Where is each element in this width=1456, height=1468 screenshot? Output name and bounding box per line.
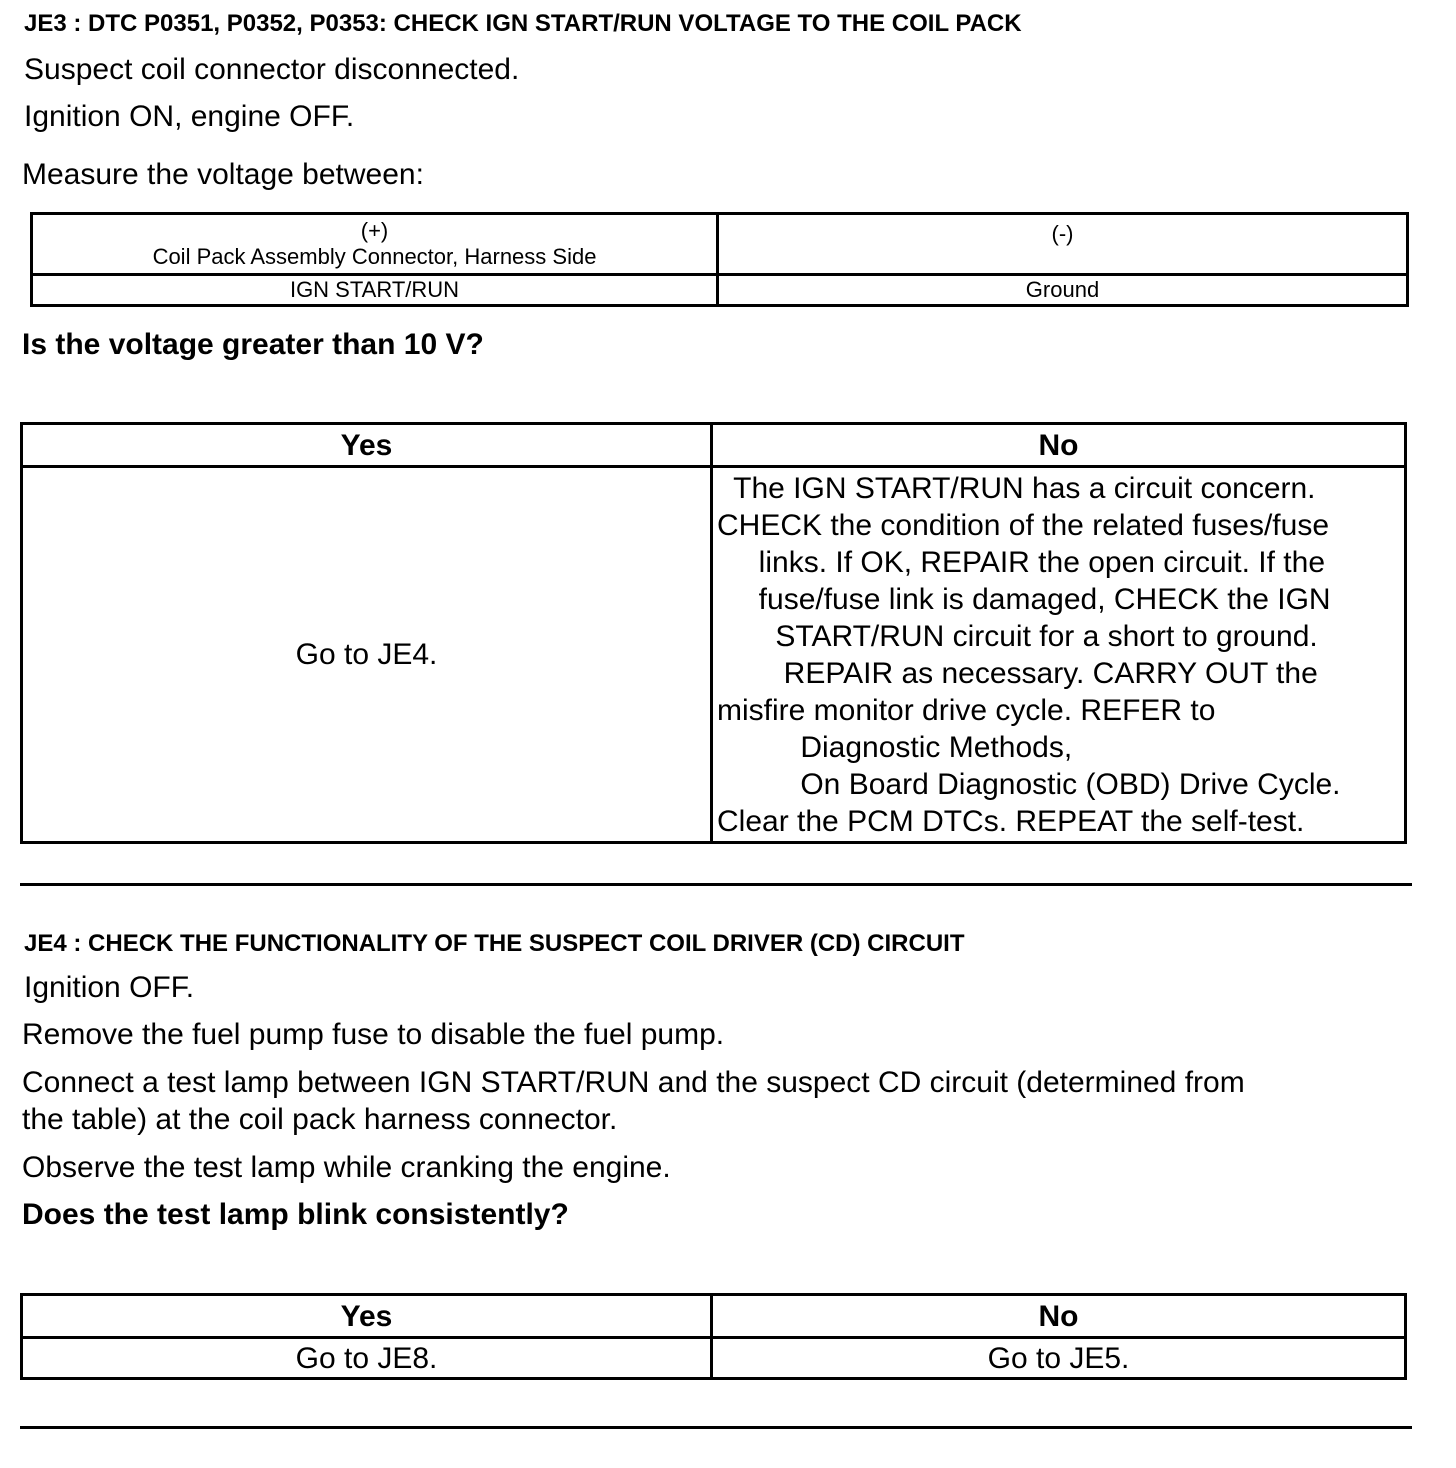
measure-minus-value: Ground [718,275,1408,306]
je4-yes-action: Go to JE8. [22,1338,712,1379]
je4-step-3: Connect a test lamp between IGN START/RUN and the suspect CD circuit (determined from [22,1066,1245,1099]
measure-table [30,212,1409,307]
plus-label: (+) [360,218,389,243]
je4-heading: JE4 : CHECK THE FUNCTIONALITY OF THE SUSPECT COIL DRIVER (CD) CIRCUIT [24,930,965,957]
section-divider [20,883,1412,886]
measure-plus-value: IGN START/RUN [32,275,718,306]
je3-step-2: Ignition ON, engine OFF. [24,100,355,133]
je3-no-header: No [712,424,1406,467]
je3-heading: JE3 : DTC P0351, P0352, P0353: CHECK IGN START/RUN VOLTAGE TO THE COIL PACK [24,10,1022,37]
je3-result-table [20,422,1407,844]
plus-sublabel: Coil Pack Assembly Connector, Harness Side [152,244,597,269]
measure-label: Measure the voltage between: [22,158,424,191]
section-divider-bottom [20,1426,1412,1429]
je3-yes-action: Go to JE4. [22,467,712,843]
je3-step-1: Suspect coil connector disconnected. [24,53,520,86]
je4-yes-header: Yes [22,1295,712,1338]
measure-minus-header: (-) [718,214,1408,275]
je3-no-action-text: The IGN START/RUN has a circuit concern. CHECK the condition of the related fuses/fuse links. If OK, REPAIR the open circuit. If the fuse/fuse link is damaged, CHECK the IGN START/RUN circuit for a short to ground. REPAIR as necessary. CARRY OUT the misfire monitor drive cycle. REFER to Diagnostic Methods, On Board Diagnostic (OBD) Drive Cycle. Clear the PCM DTCs. REPEAT the self-test. [717,471,1341,838]
je4-step-1: Ignition OFF. [24,971,195,1004]
measure-plus-header [32,214,718,275]
je4-step-3-cont: the table) at the coil pack harness connector. [22,1103,618,1136]
je4-question: Does the test lamp blink consistently? [22,1198,569,1231]
je4-result-table [20,1293,1407,1380]
je4-step-2: Remove the fuel pump fuse to disable the fuel pump. [22,1018,725,1051]
je3-question: Is the voltage greater than 10 V? [22,328,484,361]
je3-no-action [712,467,1406,843]
je4-no-action: Go to JE5. [712,1338,1406,1379]
je4-no-header: No [712,1295,1406,1338]
je3-yes-header: Yes [22,424,712,467]
je4-step-4: Observe the test lamp while cranking the engine. [22,1151,671,1184]
